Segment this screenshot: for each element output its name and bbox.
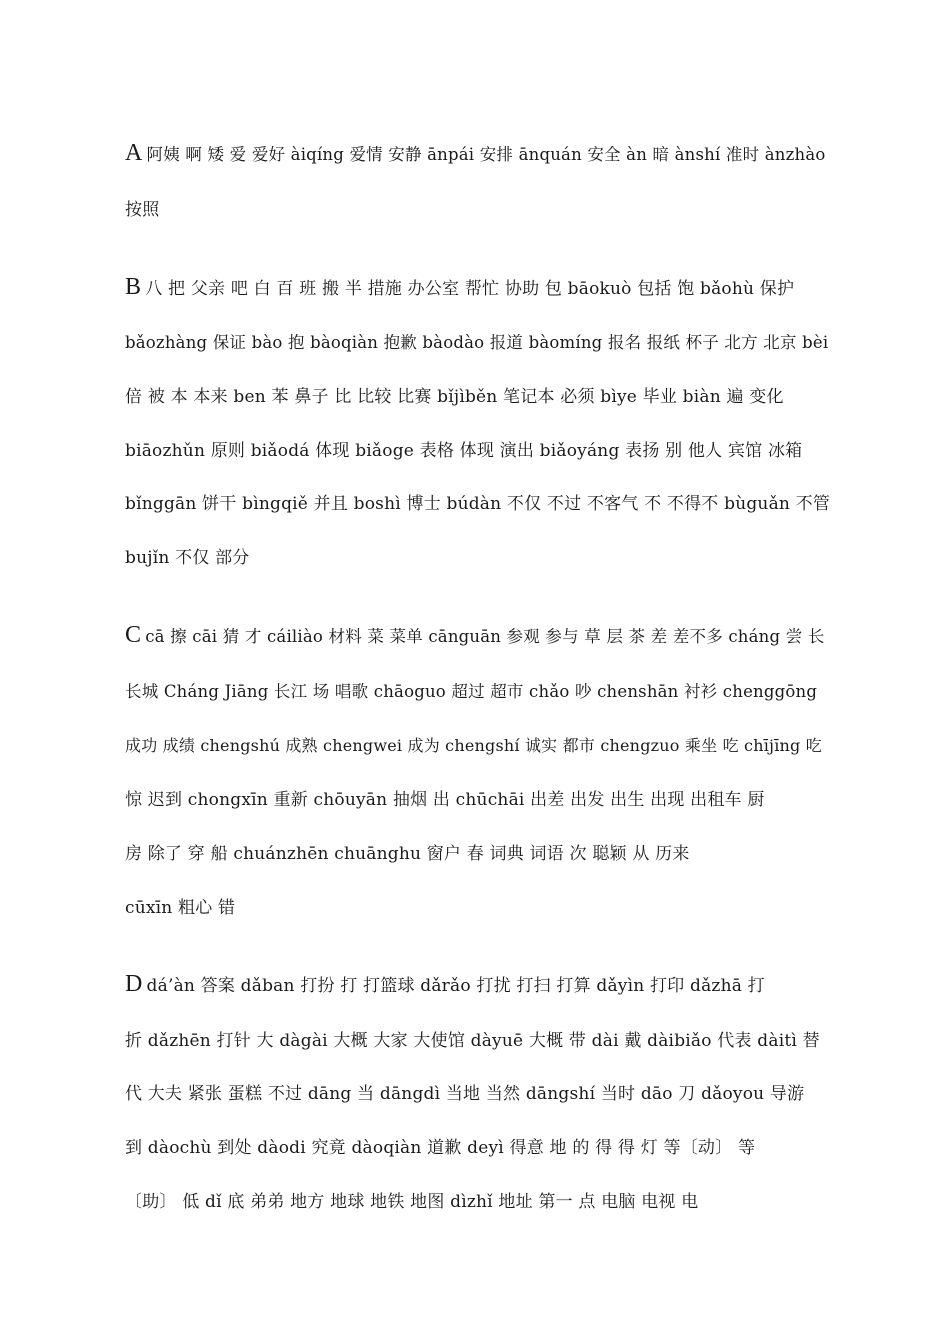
section-b-line-6: [125, 546, 835, 570]
section-c-line-2: [125, 680, 835, 704]
section-b-line-4: [125, 439, 835, 463]
section-d-line-2: [125, 1029, 835, 1053]
section-d-line-5: [125, 1190, 835, 1214]
section-c-line-5: [125, 842, 835, 866]
section-d-text-2: 折 dǎzhēn 打针 大 dàgài 大概 大家 大使馆 dàyuē 大概 带 dài 戴 dàibiǎo 代表 dàitì 替: [125, 1031, 820, 1051]
section-d-line-3: [125, 1082, 835, 1106]
section-b-text-2: bǎozhàng 保证 bào 抱 bàoqiàn 抱歉 bàodào 报道 bàomíng 报名 报纸 杯子 北方 北京 bèi: [125, 333, 829, 352]
section-d-line-4: [125, 1136, 835, 1160]
section-c-text-4: 惊 迟到 chongxīn 重新 chōuyān 抽烟 出 chūchāi 出差 出发 出生 出现 出租车 厨: [125, 790, 765, 810]
section-c-text-1: cā 擦 cāi 猜 才 cáiliào 材料 菜 菜单 cānguān 参观 参与 草 层 茶 差 差不多 cháng 尝 长: [145, 627, 825, 646]
section-d-text-5: 〔助〕 低 dǐ 底 弟弟 地方 地球 地铁 地图 dìzhǐ 地址 第一 点 电脑 电视 电: [125, 1192, 699, 1212]
section-c-text-3: 成功 成绩 chengshú 成熟 chengwei 成为 chengshí 诚实 都市 chengzuo 乘坐 吃 chījīng 吃: [125, 736, 822, 755]
section-c-line-3: [125, 734, 835, 758]
section-d-text-4: 到 dàochù 到处 dàodi 究竟 dàoqiàn 道歉 deyì 得意 地 的 得 得 灯 等〔动〕 等: [125, 1138, 756, 1158]
section-a-line-1: [125, 141, 835, 167]
section-b-letter: B: [125, 275, 142, 300]
section-b-line-2: [125, 331, 835, 355]
section-d-letter: D: [125, 972, 143, 997]
section-b-text-4: biāozhǔn 原则 biǎodá 体现 biǎoge 表格 体现 演出 biǎoyáng 表扬 别 他人 宾馆 冰箱: [125, 441, 803, 461]
section-c-line-6: [125, 896, 835, 920]
section-c-letter: C: [125, 623, 142, 648]
section-a-line-2: [125, 198, 835, 222]
section-c-text-6: cūxīn 粗心 错: [125, 898, 236, 918]
section-b-line-1: [125, 275, 835, 301]
section-a-text-1: 阿姨 啊 矮 爱 爱好 àiqíng 爱情 安静 ānpái 安排 ānquán 安全 àn 暗 ànshí 准时 ànzhào: [146, 145, 826, 164]
section-b-text-3: 倍 被 本 本来 ben 苯 鼻子 比 比较 比赛 bǐjìběn 笔记本 必须 bìye 毕业 biàn 遍 变化: [125, 387, 784, 407]
section-c-line-1: [125, 623, 835, 649]
section-d-text-1: dá’àn 答案 dǎban 打扮 打 打篮球 dǎrǎo 打扰 打扫 打算 dǎyìn 打印 dǎzhā 打: [146, 976, 765, 996]
section-b-text-6: bujǐn 不仅 部分: [125, 548, 250, 568]
section-c-text-5: 房 除了 穿 船 chuánzhēn chuānghu 窗户 春 词典 词语 次 聪颖 从 历来: [125, 844, 690, 864]
section-b-text-1: 八 把 父亲 吧 白 百 班 搬 半 措施 办公室 帮忙 协助 包 bāokuò 包括 饱 bǎohù 保护: [145, 279, 795, 299]
section-b-line-5: [125, 492, 835, 516]
section-b-line-3: [125, 385, 835, 409]
section-d-line-1: [125, 972, 835, 998]
section-b-text-5: bǐnggān 饼干 bìngqiě 并且 boshì 博士 búdàn 不仅 不过 不客气 不 不得不 bùguǎn 不管: [125, 494, 831, 514]
section-c-text-2: 长城 Cháng Jiāng 长江 场 唱歌 chāoguo 超过 超市 chǎo 吵 chenshān 衬衫 chenggōng: [125, 682, 818, 701]
section-c-line-4: [125, 788, 835, 812]
section-a-text-2: 按照: [125, 200, 160, 220]
section-a-letter: A: [125, 141, 143, 166]
section-d-text-3: 代 大夫 紧张 蛋糕 不过 dāng 当 dāngdì 当地 当然 dāngshí 当时 dāo 刀 dǎoyou 导游: [125, 1084, 805, 1104]
